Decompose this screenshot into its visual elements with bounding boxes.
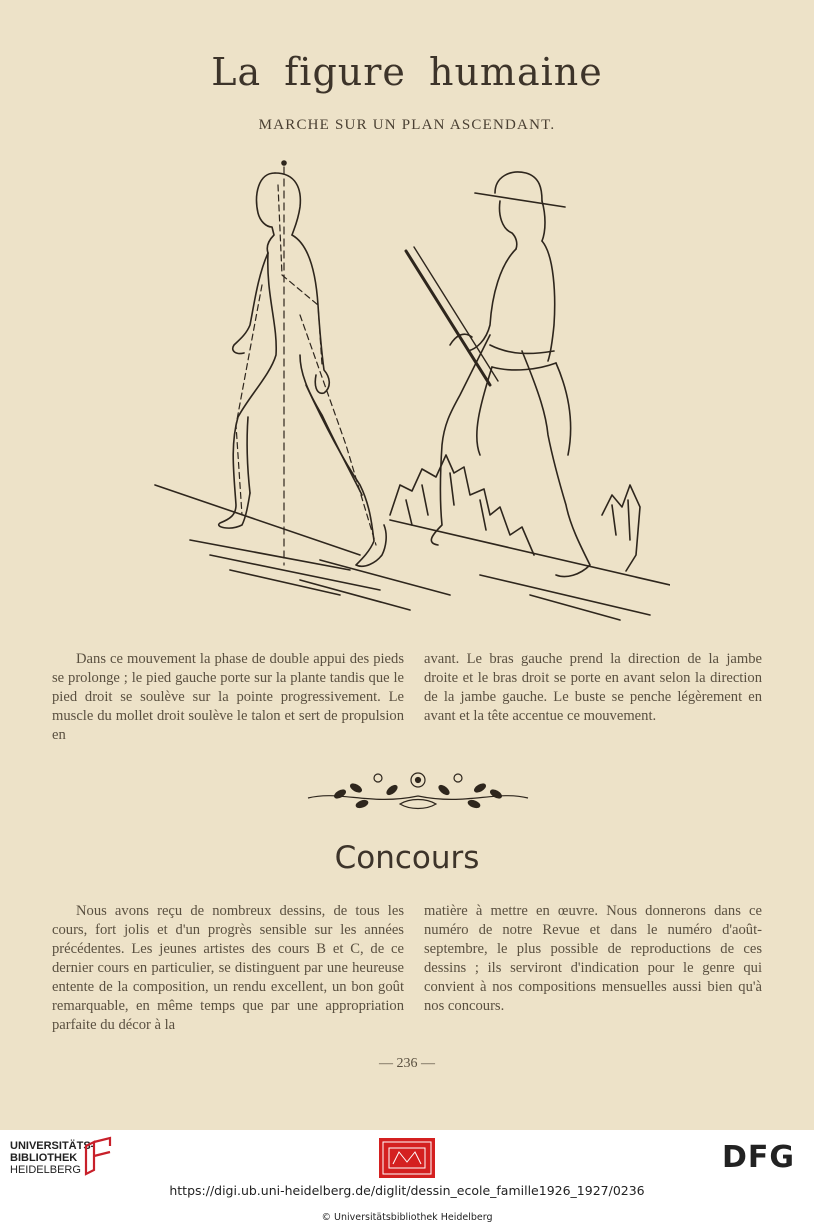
paragraph-right-1 xyxy=(424,650,762,726)
collection-stamp-icon[interactable] xyxy=(379,1138,435,1178)
copyright-notice: © Universitätsbibliothek Heidelberg xyxy=(321,1212,493,1223)
page-number: — 236 — xyxy=(379,1056,435,1071)
paragraph-text: matière à mettre en œuvre. Nous donnerons dans ce numéro de notre Revue et dans le numéro d'août-septembre, le plus possible de reproductions de ces dessins ; ils serviront d'indication pour le genre qui convient à nos compositions mensuelles aussi bien qu'à nos concours. xyxy=(424,903,762,1014)
paragraph-text: avant. Le bras gauche prend la direction de la jambe droite et le bras droit se porte en avant selon la direction de la jambe gauche. Le buste se penche légèrement en avant et la tête accentue ce mouvement. xyxy=(424,651,762,724)
page-title: La figure humaine xyxy=(211,50,603,94)
section-heading-concours: Concours xyxy=(334,840,480,876)
library-name-line: BIBLIOTHEK xyxy=(10,1152,78,1164)
paragraph-right-2 xyxy=(424,902,762,1016)
paragraph-left-1 xyxy=(52,650,404,745)
permalink-url[interactable]: https://digi.ub.uni-heidelberg.de/diglit/dessin_ecole_famille1926_1927/0236 xyxy=(169,1183,645,1198)
page-subtitle: MARCHE SUR UN PLAN ASCENDANT. xyxy=(258,117,556,133)
funder-logo[interactable]: DFG xyxy=(722,1140,796,1175)
paragraph-text: Nous avons reçu de nombreux dessins, de tous les cours, fort jolis et d'un progrès sensible sur les années précédentes. Les jeunes artistes des cours B et C, de ce dernier cours en particulier, se distinguent par une heureuse entente de la composition, un rendu excellent, un bon goût remarquable, en même temps que par une appropriation parfaite du décor à la xyxy=(52,903,404,1033)
paragraph-left-2 xyxy=(52,902,404,1035)
paragraph-text: Dans ce mouvement la phase de double appui des pieds se prolonge ; le pied gauche porte sur la plante tandis que le pied droit se soulève sur la pointe progressivement. Le muscle du mollet droit soulève le talon et sert de propulsion en xyxy=(52,651,404,743)
library-name-line: HEIDELBERG xyxy=(10,1164,81,1176)
walking-figures-illustration xyxy=(150,155,670,625)
library-name-line: UNIVERSITÄTS- xyxy=(10,1140,95,1152)
floral-ornament-icon xyxy=(300,760,536,820)
library-logo-icon[interactable] xyxy=(80,1136,114,1180)
